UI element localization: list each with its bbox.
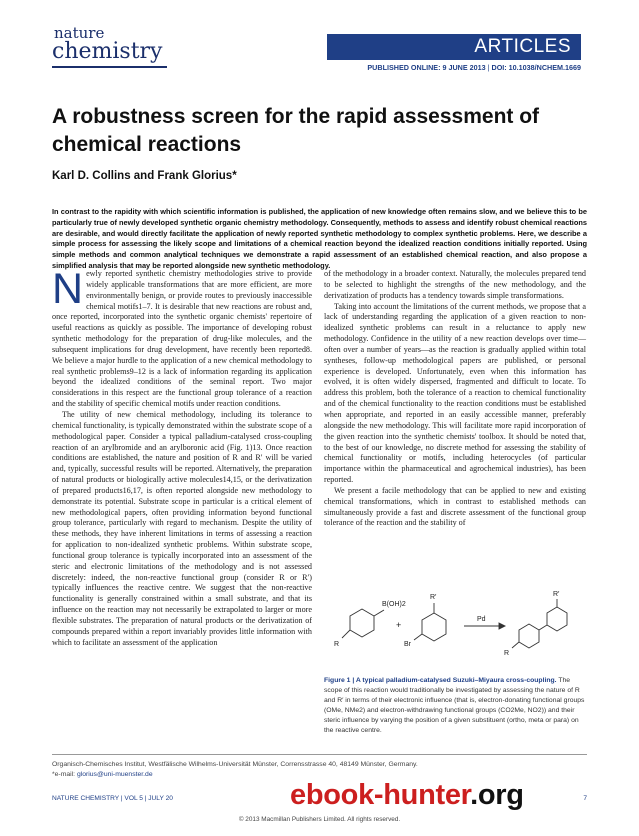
paragraph: We present a facile methodology that can be applied to new and existing chemical transformations, which in contrast to established methods can simultaneously provide a fast and discrete assessment of the functional group tolerance of the reaction and the stability of — [324, 485, 586, 528]
product-substituent-r: R — [504, 650, 510, 657]
benzene-ring — [422, 613, 446, 641]
paragraph: Taking into account the limitations of the current methods, we propose that a lack of understanding regarding the application of a given reaction to non-idealized synthetic problems can result in a reluctance to apply new methodology. Confidence in the utility of a new reaction develops over time—often over a number of years—as the reaction is gradually applied within total syntheses, follow-up methodological papers are published, or personal experience is developed. Unfortunately, even when this information has evolved, it is often widely dispersed, fragmented and difficult to locate. To address this problem, both the tolerance of a reaction to chemical functionality and of the chemical functionality to the reaction conditions must be established when appropriate, and reported in an easily accessible manner, preferably alongside the new methodology. This will facilitate more rapid incorporation of the given reaction into the synthetic chemists' toolbox. It should be noted that, to the best of our knowledge, no discrete method for assessing the stability of chemical functionality or motifs, including heterocycles (of particular importance within the pharmaceutical and agrochemical industries), has been reported. — [324, 301, 586, 485]
substituent-r-prime: R′ — [430, 594, 437, 601]
caption-title: Figure 1 | A typical palladium-catalysed Suzuki–Miyaura cross-coupling. — [324, 677, 557, 684]
affiliation-block — [52, 760, 587, 780]
journal-footer: NATURE CHEMISTRY | VOL 5 | JULY 20 — [52, 795, 173, 802]
boronic-acid-label: B(OH)2 — [382, 601, 406, 608]
paragraph-text: ewly reported synthetic chemistry methodologies strive to provide widely applicable transformations that are more efficient, are more environmentally benign, or provide routes to previously inaccessible chemical motifs1–7. It is desirable that new reactions are robust and, once reported, incorporated into the synthetic organic chemists' repertoire of useful reactions as quickly as possible. The importance of developing robust synthetic methodology for the preparation of drug-like molecules, and the subsequent implications for drug development, have recently been reported8. We believe a major hurdle to the application of a new chemical methodology to real synthetic problems9–12 is a lack of information regarding its application beyond the idealized conditions of the seminal report. Two major considerations in this respect are the functional group tolerance of a reaction and the stability of specific chemical motifs under reaction conditions. — [52, 269, 312, 409]
email-label: *e-mail: — [52, 771, 77, 778]
pub-separator: | — [485, 63, 492, 72]
paragraph: The utility of new chemical methodology, including its tolerance to chemical functionality, is typically demonstrated within the substrate scope of a methodological paper. Consider a typical palladium-catalysed cross-coupling reaction of an arylbromide and an arylboronic acid (Fig. 1)13. Once reaction conditions are established, the nature and position of R and R′ will be varied and, typically, successful results will be reported. Alternatively, the preparation of natural products or biologically active molecules14,15, or the derivatization of prepared products16,17, is often reported alongside new methodology to demonstrate its potential. Substrate scope in particular is a critical element of new methodological papers, often providing information beyond functional group tolerance, particularly with regard to mechanism. Despite the utility of these methods, they have inherent limitations in terms of assessing a reaction for application to non-idealized synthetic problems. Within substrate scope, functional group tolerance is typically incorporated into an assessment of the steric and electronic limitations of the methodology and is not assessed discretely: indeed, the non-reactive functional group (consider R or R′) typically influences the reactive centre. We suggest that the non-reactive functionality is generally constrained within a small substrate, and that its influence on the reaction may not necessarily be extrapolated to larger or more flexible substrates. The preparation of natural products or the derivatization of compounds prepared within a report invariably provides little information with which to facilitate an assessment of the application — [52, 409, 312, 647]
article-abstract: In contrast to the rapidity with which scientific information is published, the application of new knowledge often remains slow, and we believe this to be particularly true of newly developed synthetic organic chemistry methodology. Consequently, methods to assess and identify robust chemical reactions are desirable, and would directly facilitate the application of newly reported synthetic methodology to complex synthetic problems. Here, we describe a simple process for assessing the likely scope and limitations of a chemical reaction beyond the idealized reaction conditions initially reported. Using simple methods and common analytical techniques we demonstrate a rapid assessment of an established chemical reaction, and also propose a simplified analysis that may be reported alongside new synthetic methodology. — [52, 207, 587, 270]
caption-text: The scope of this reaction would traditionally be investigated by assessing the nature of R and R′ in terms of their electronic influence (that is, electron-donating functional groups (OMe, NMe2) and electron-withdrawing functional groups (CO2Me, NO2)) and their steric influence by varying the position of a given substituent (ortho, meta or para) on the reactive centre. — [324, 677, 585, 734]
catalyst-label: Pd — [477, 616, 486, 623]
published-date: PUBLISHED ONLINE: 9 JUNE 2013 — [367, 63, 486, 72]
product-substituent-r-prime: R′ — [553, 591, 560, 598]
paragraph: of the methodology in a broader context. Naturally, the molecules prepared tend to be selected to highlight the strengths of the new methodology, and the derivatization of products has a tendency towards simple transformations. — [324, 269, 586, 300]
publication-info — [367, 63, 581, 72]
benzene-ring — [350, 609, 374, 637]
substituent-r: R — [334, 641, 340, 648]
affiliation: Organisch-Chemisches Institut, Westfälische Wilhelms-Universität Münster, Corrensstrasse 40, 48149 Münster, Germany. — [52, 761, 418, 768]
article-authors: Karl D. Collins and Frank Glorius* — [52, 170, 237, 182]
drop-cap: N — [52, 265, 84, 313]
doi-link[interactable]: DOI: 10.1038/NCHEM.1669 — [491, 63, 581, 72]
page-number: 7 — [583, 795, 587, 802]
logo-underline — [52, 66, 167, 68]
bromide-label: Br — [404, 641, 411, 648]
figure-1-caption — [324, 676, 586, 736]
body-column-right — [324, 269, 586, 529]
watermark-left: ebook-hunter — [290, 779, 471, 811]
footer-divider — [52, 754, 587, 755]
benzene-ring — [519, 624, 539, 648]
watermark-logo — [290, 779, 524, 812]
body-column-left — [52, 265, 312, 649]
figure-1-scheme — [324, 588, 586, 670]
article-title: A robustness screen for the rapid assessment of chemical reactions — [52, 105, 540, 156]
benzene-ring — [547, 607, 567, 631]
journal-logo-chemistry: chemistry — [52, 39, 163, 64]
section-label: ARTICLES — [474, 36, 571, 57]
plus-sign: + — [396, 620, 402, 630]
journal-logo-nature: nature — [54, 24, 105, 42]
paragraph — [52, 265, 312, 410]
watermark-right: .org — [470, 779, 524, 811]
email-link[interactable]: glorius@uni-muenster.de — [76, 771, 153, 778]
section-banner — [327, 34, 581, 60]
copyright-notice: © 2013 Macmillan Publishers Limited. All rights reserved. — [238, 816, 401, 823]
